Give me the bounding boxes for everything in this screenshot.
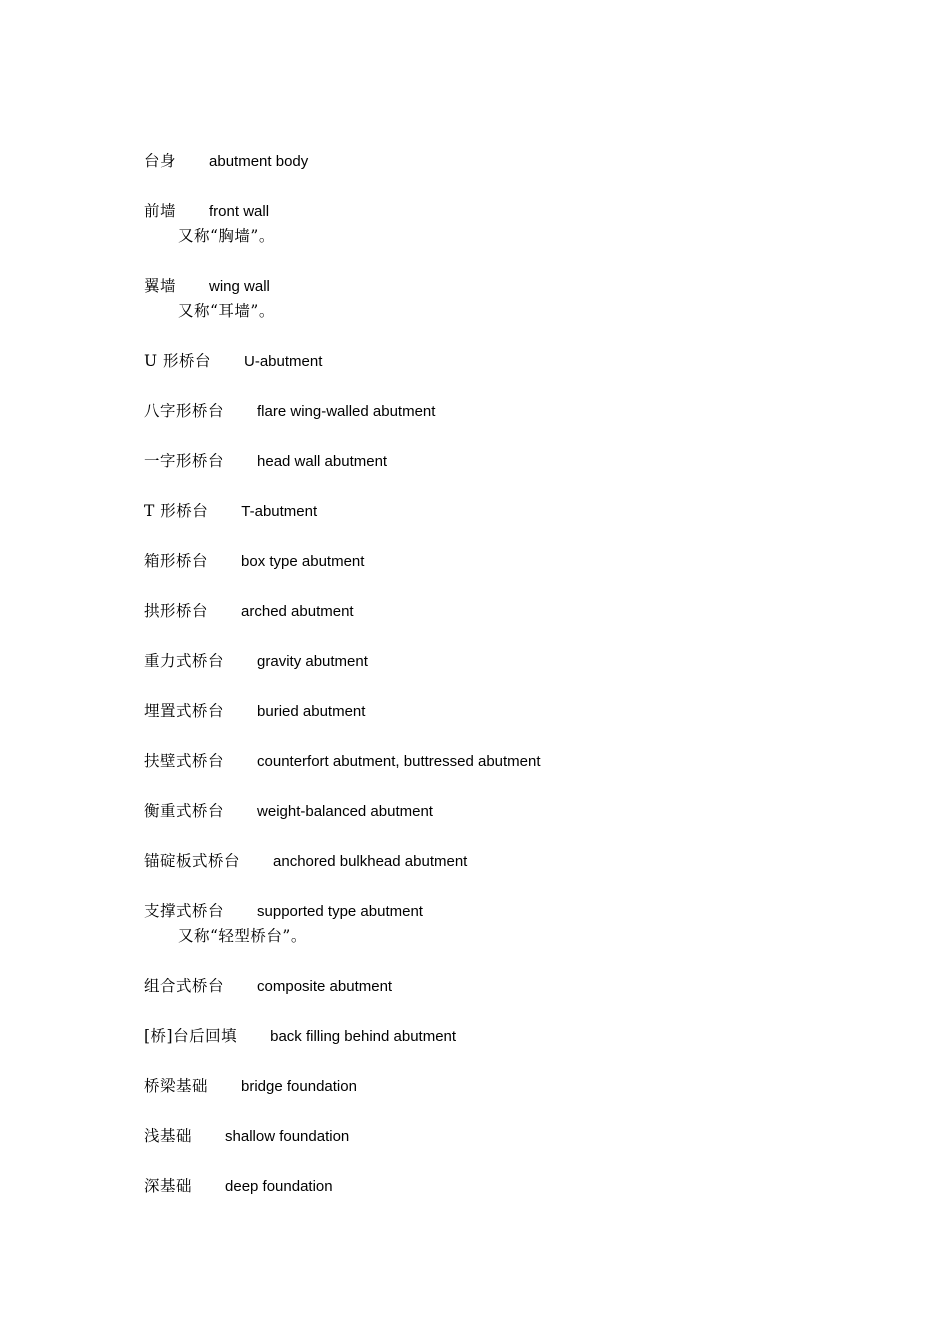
term-line — [144, 749, 844, 774]
term-line — [144, 399, 844, 424]
glossary-entry — [144, 599, 844, 624]
term-line — [144, 899, 844, 924]
english-term: counterfort abutment, buttressed abutment — [257, 753, 541, 770]
term-line — [144, 274, 844, 299]
glossary-entry — [144, 449, 844, 474]
english-term: head wall abutment — [257, 453, 388, 470]
glossary-entry — [144, 199, 844, 249]
term-line — [144, 449, 844, 474]
term-line — [144, 549, 844, 574]
english-term: wing wall — [209, 278, 270, 295]
term-line — [144, 1124, 844, 1149]
term-line — [144, 1024, 844, 1049]
english-term: box type abutment — [241, 553, 365, 570]
chinese-term: 支撑式桥台 — [144, 902, 225, 920]
english-term: buried abutment — [257, 703, 366, 720]
chinese-term: 拱形桥台 — [144, 602, 209, 620]
english-term: gravity abutment — [257, 653, 368, 670]
chinese-term: 前墙 — [144, 202, 177, 220]
english-term: composite abutment — [257, 978, 393, 995]
chinese-term: 桥梁基础 — [144, 1077, 209, 1095]
chinese-term: 台身 — [144, 152, 177, 170]
glossary-entry — [144, 799, 844, 824]
glossary-entry — [144, 1024, 844, 1049]
chinese-term: 八字形桥台 — [144, 402, 225, 420]
english-term: shallow foundation — [225, 1128, 350, 1145]
english-term: arched abutment — [241, 603, 354, 620]
glossary-entry — [144, 1074, 844, 1099]
glossary-entry — [144, 1124, 844, 1149]
glossary-entry — [144, 749, 844, 774]
glossary-entry — [144, 699, 844, 724]
english-term: T-abutment — [241, 503, 318, 520]
chinese-term: 组合式桥台 — [144, 977, 225, 995]
glossary-entry — [144, 1174, 844, 1199]
term-line — [144, 1074, 844, 1099]
chinese-term: T 形桥台 — [144, 502, 209, 520]
chinese-term: 浅基础 — [144, 1127, 193, 1145]
chinese-term: 锚碇板式桥台 — [144, 852, 241, 870]
term-line — [144, 149, 844, 174]
english-term: deep foundation — [225, 1178, 333, 1195]
glossary-entry — [144, 849, 844, 874]
english-term: front wall — [209, 203, 270, 220]
term-note: 又称“胸墙”。 — [178, 227, 275, 245]
english-term: U-abutment — [244, 353, 323, 370]
term-line — [144, 699, 844, 724]
term-line — [144, 349, 844, 374]
chinese-term: [桥]台后回填 — [144, 1027, 238, 1045]
term-line — [144, 849, 844, 874]
english-term: anchored bulkhead abutment — [273, 853, 468, 870]
chinese-term: 扶壁式桥台 — [144, 752, 225, 770]
english-term: abutment body — [209, 153, 309, 170]
chinese-term: 重力式桥台 — [144, 652, 225, 670]
glossary-list — [144, 149, 844, 1224]
english-term: weight-balanced abutment — [257, 803, 433, 820]
chinese-term: 衡重式桥台 — [144, 802, 225, 820]
chinese-term: 埋置式桥台 — [144, 702, 225, 720]
glossary-entry — [144, 899, 844, 949]
term-note: 又称“耳墙”。 — [178, 302, 275, 320]
chinese-term: U 形桥台 — [144, 352, 211, 370]
glossary-entry — [144, 274, 844, 324]
chinese-term: 深基础 — [144, 1177, 193, 1195]
term-line — [144, 199, 844, 224]
glossary-entry — [144, 399, 844, 424]
term-line — [144, 974, 844, 999]
term-line — [144, 499, 844, 524]
glossary-entry — [144, 349, 844, 374]
term-line — [144, 1174, 844, 1199]
term-note: 又称“轻型桥台”。 — [178, 927, 307, 945]
chinese-term: 翼墙 — [144, 277, 177, 295]
glossary-entry — [144, 649, 844, 674]
term-line — [144, 799, 844, 824]
glossary-entry — [144, 974, 844, 999]
glossary-entry — [144, 549, 844, 574]
glossary-entry — [144, 499, 844, 524]
glossary-entry — [144, 149, 844, 174]
chinese-term: 箱形桥台 — [144, 552, 209, 570]
english-term: bridge foundation — [241, 1078, 357, 1095]
english-term: flare wing-walled abutment — [257, 403, 436, 420]
english-term: back filling behind abutment — [270, 1028, 457, 1045]
term-line — [144, 599, 844, 624]
english-term: supported type abutment — [257, 903, 423, 920]
chinese-term: 一字形桥台 — [144, 452, 225, 470]
term-line — [144, 649, 844, 674]
